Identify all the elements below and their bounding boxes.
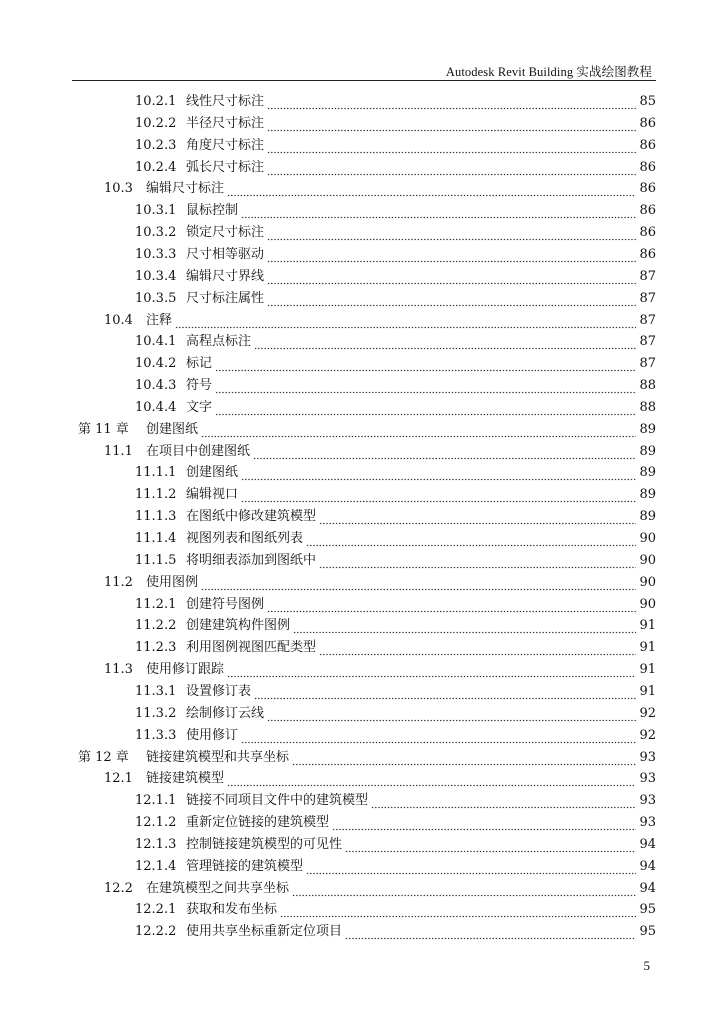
dot-leader xyxy=(345,837,636,853)
toc-entry-page: 89 xyxy=(639,465,656,481)
toc-entry[interactable] xyxy=(135,593,656,613)
toc-entry-number: 10.2.2 xyxy=(135,115,177,131)
toc-entry-title: 编辑尺寸标注 xyxy=(146,181,225,197)
toc-entry-title: 在建筑模型之间共享坐标 xyxy=(146,880,290,896)
dot-leader xyxy=(267,706,636,722)
toc-entry-page: 91 xyxy=(639,618,656,634)
toc-entry[interactable] xyxy=(135,156,656,176)
toc-entry[interactable] xyxy=(135,680,656,700)
dot-leader xyxy=(201,575,636,591)
dot-leader xyxy=(292,750,636,766)
toc-entry-title: 获取和发布坐标 xyxy=(186,902,278,918)
toc-entry-page: 89 xyxy=(639,421,656,437)
dot-leader xyxy=(267,291,636,307)
toc-entry[interactable] xyxy=(135,287,656,307)
toc-entry-number: 11.3.1 xyxy=(135,683,177,699)
toc-entry-number: 10.2.3 xyxy=(135,137,177,153)
toc-entry-page: 93 xyxy=(639,793,656,809)
dot-leader xyxy=(280,902,636,918)
toc-entry-page: 87 xyxy=(639,356,656,372)
dot-leader xyxy=(241,728,636,744)
toc-entry-page: 86 xyxy=(639,181,656,197)
toc-entry[interactable] xyxy=(135,330,656,350)
toc-entry[interactable] xyxy=(104,309,656,329)
toc-entry-title: 线性尺寸标注 xyxy=(186,94,265,109)
toc-entry-title: 在图纸中修改建筑模型 xyxy=(186,509,317,525)
toc-entry[interactable] xyxy=(135,396,656,416)
toc-entry-number: 第 11 章 xyxy=(78,421,129,437)
toc-entry-page: 88 xyxy=(639,378,656,394)
toc-entry-title: 高程点标注 xyxy=(186,334,252,350)
toc-entry[interactable] xyxy=(135,243,656,263)
toc-entry-title: 使用共享坐标重新定位项目 xyxy=(186,924,343,940)
toc-entry-page: 85 xyxy=(639,94,656,109)
dot-leader xyxy=(267,160,636,176)
toc-entry[interactable] xyxy=(135,527,656,547)
toc-entry-page: 94 xyxy=(639,858,656,874)
dot-leader xyxy=(371,793,636,809)
toc-entry[interactable] xyxy=(104,440,656,460)
toc-entry[interactable] xyxy=(135,374,656,394)
toc-entry-title: 使用修订 xyxy=(186,727,239,743)
dot-leader xyxy=(267,138,636,154)
toc-entry-number: 12.1.2 xyxy=(135,815,177,831)
toc-entry[interactable] xyxy=(135,483,656,503)
toc-entry-title: 创建图纸 xyxy=(186,465,239,481)
toc-entry-page: 93 xyxy=(639,815,656,831)
toc-entry[interactable] xyxy=(135,352,656,372)
toc-entry-title: 编辑视口 xyxy=(186,487,239,503)
dot-leader xyxy=(227,662,636,678)
toc-entry-title: 管理链接的建筑模型 xyxy=(186,858,304,874)
toc-entry-title: 绘制修订云线 xyxy=(186,705,265,721)
toc-entry[interactable] xyxy=(104,177,656,197)
dot-leader xyxy=(267,597,636,613)
toc-entry-number: 10.3 xyxy=(104,181,133,197)
toc-entry[interactable] xyxy=(135,724,656,744)
toc-entry-page: 93 xyxy=(639,749,656,765)
toc-entry-number: 10.4 xyxy=(104,312,133,328)
toc-entry-title: 符号 xyxy=(186,378,213,394)
toc-entry-number: 12.1.4 xyxy=(135,858,177,874)
dot-leader xyxy=(332,815,636,831)
toc-entry-number: 12.1.1 xyxy=(135,793,177,809)
dot-leader xyxy=(241,465,636,481)
toc-entry-page: 87 xyxy=(639,312,656,328)
toc-entry-number: 10.2.4 xyxy=(135,159,177,175)
toc-entry-title: 文字 xyxy=(186,399,213,415)
dot-leader xyxy=(267,269,636,285)
dot-leader xyxy=(175,313,636,329)
dot-leader xyxy=(267,94,636,110)
toc-entry-page: 93 xyxy=(639,771,656,787)
dot-leader xyxy=(201,422,636,438)
toc-entry-number: 10.3.2 xyxy=(135,225,177,241)
toc-entry-page: 90 xyxy=(639,531,656,546)
toc-entry-number: 12.1.3 xyxy=(135,836,177,852)
toc-entry[interactable] xyxy=(104,571,656,591)
toc-entry-number: 11.3 xyxy=(104,662,133,678)
toc-entry-number: 10.4.4 xyxy=(135,399,177,415)
page-number: 5 xyxy=(643,958,650,973)
toc-entry-title: 使用图例 xyxy=(146,574,199,590)
toc-entry-number: 10.3.3 xyxy=(135,246,177,262)
toc-entry-page: 89 xyxy=(639,487,656,503)
toc-entry-title: 鼠标控制 xyxy=(186,203,239,219)
toc-entry-page: 89 xyxy=(639,443,656,459)
toc-entry-number: 10.4.1 xyxy=(135,334,177,350)
toc-entry-number: 10.3.4 xyxy=(135,268,177,284)
toc-entry[interactable] xyxy=(135,265,656,285)
toc-entry-number: 10.4.3 xyxy=(135,378,177,394)
toc-entry-page: 86 xyxy=(639,137,656,153)
toc-entry-title: 链接不同项目文件中的建筑模型 xyxy=(186,793,369,809)
toc-entry-number: 11.1.5 xyxy=(135,552,177,568)
toc-entry-number: 10.4.2 xyxy=(135,356,177,372)
dot-leader xyxy=(267,116,636,132)
toc-entry[interactable] xyxy=(104,658,656,678)
toc-entry-page: 87 xyxy=(639,268,656,284)
toc-entry-title: 创建建筑构件图例 xyxy=(186,618,291,634)
toc-entry[interactable] xyxy=(104,767,656,787)
toc-entry[interactable] xyxy=(135,221,656,241)
toc-entry[interactable] xyxy=(78,746,656,766)
dot-leader xyxy=(215,356,636,372)
toc-entry[interactable] xyxy=(135,614,656,634)
toc-entry-title: 角度尺寸标注 xyxy=(186,137,265,153)
toc-entry-page: 91 xyxy=(639,662,656,678)
toc-entry[interactable] xyxy=(135,702,656,722)
toc-entry-page: 92 xyxy=(639,705,656,721)
header-title: Autodesk Revit Building 实战绘图教程 xyxy=(445,65,652,79)
dot-leader xyxy=(227,771,636,787)
toc-entry-number: 12.1 xyxy=(104,771,133,787)
toc-entry-page: 95 xyxy=(639,924,656,940)
toc-entry-title: 半径尺寸标注 xyxy=(186,115,265,131)
toc-entry[interactable] xyxy=(135,898,656,918)
toc-entry-title: 注释 xyxy=(146,312,173,328)
toc-entry-title: 链接建筑模型和共享坐标 xyxy=(146,749,290,765)
dot-leader xyxy=(267,247,636,263)
toc-entry-page: 94 xyxy=(639,836,656,852)
toc-entry-title: 弧长尺寸标注 xyxy=(186,159,265,175)
dot-leader xyxy=(306,531,636,547)
toc-entry[interactable] xyxy=(135,505,656,525)
toc-entry-number: 第 12 章 xyxy=(78,749,129,765)
toc-entry-number: 11.1.1 xyxy=(135,465,177,481)
toc-entry-number: 11.2.2 xyxy=(135,618,177,634)
dot-leader xyxy=(319,553,636,569)
toc-entry[interactable] xyxy=(135,549,656,569)
toc-entry-page: 88 xyxy=(639,399,656,415)
toc-entry-title: 利用图例视图匹配类型 xyxy=(186,640,317,656)
toc-entry-number: 11.3.3 xyxy=(135,727,177,743)
toc-entry-page: 87 xyxy=(639,334,656,350)
toc-entry-page: 86 xyxy=(639,246,656,262)
toc-entry[interactable] xyxy=(135,811,656,831)
toc-entry-page: 86 xyxy=(639,225,656,241)
toc-entry[interactable] xyxy=(135,134,656,154)
toc-entry-number: 11.1.4 xyxy=(135,531,177,546)
toc-entry-number: 12.2.2 xyxy=(135,924,177,940)
toc-entry-page: 90 xyxy=(639,596,656,612)
toc-entry-title: 在项目中创建图纸 xyxy=(146,443,251,459)
toc-entry[interactable] xyxy=(135,112,656,132)
toc-entry-page: 91 xyxy=(639,640,656,656)
toc-entry-number: 10.2.1 xyxy=(135,94,177,109)
toc-entry-number: 11.2.1 xyxy=(135,596,177,612)
toc-entry[interactable] xyxy=(135,199,656,219)
toc-entry-number: 10.3.1 xyxy=(135,203,177,219)
toc-entry-title: 重新定位链接的建筑模型 xyxy=(186,815,330,831)
toc-entry-page: 91 xyxy=(639,683,656,699)
toc-entry-title: 标记 xyxy=(186,356,213,372)
toc-entry-page: 95 xyxy=(639,902,656,918)
dot-leader xyxy=(254,684,636,700)
toc-entry[interactable] xyxy=(135,90,656,110)
toc-entry-title: 锁定尺寸标注 xyxy=(186,225,265,241)
toc-entry-number: 11.2.3 xyxy=(135,640,177,656)
toc-entry-title: 视图列表和图纸列表 xyxy=(186,531,304,546)
running-header xyxy=(72,60,656,81)
toc-entry-page: 86 xyxy=(639,115,656,131)
dot-leader xyxy=(254,334,636,350)
toc-entry-number: 10.3.5 xyxy=(135,290,177,306)
toc-entry-title: 编辑尺寸界线 xyxy=(186,268,265,284)
toc-entry[interactable] xyxy=(135,920,656,940)
toc-entry-page: 92 xyxy=(639,727,656,743)
dot-leader xyxy=(267,225,636,241)
toc-entry-number: 12.2.1 xyxy=(135,902,177,918)
toc-entry[interactable] xyxy=(135,833,656,853)
toc-entry-number: 11.1 xyxy=(104,443,133,459)
toc-entry[interactable] xyxy=(135,789,656,809)
dot-leader xyxy=(292,881,636,897)
toc-entry-title: 创建图纸 xyxy=(146,421,199,437)
dot-leader xyxy=(253,444,636,460)
toc-entry-page: 90 xyxy=(639,574,656,590)
toc-entry[interactable] xyxy=(135,636,656,656)
toc-entry-page: 94 xyxy=(639,880,656,896)
toc-entry-title: 使用修订跟踪 xyxy=(146,662,225,678)
dot-leader xyxy=(241,487,636,503)
toc-entry[interactable] xyxy=(135,855,656,875)
toc-entry-number: 11.3.2 xyxy=(135,705,177,721)
toc-entry[interactable] xyxy=(104,877,656,897)
dot-leader xyxy=(215,378,636,394)
dot-leader xyxy=(241,203,636,219)
dot-leader xyxy=(319,509,636,525)
toc-entry-page: 90 xyxy=(639,552,656,568)
toc-entry[interactable] xyxy=(78,418,656,438)
dot-leader xyxy=(306,859,636,875)
dot-leader xyxy=(227,181,636,197)
toc-entry-page: 87 xyxy=(639,290,656,306)
toc-entry-number: 11.1.3 xyxy=(135,509,177,525)
toc-entry-title: 链接建筑模型 xyxy=(146,771,225,787)
toc-entry-page: 89 xyxy=(639,509,656,525)
toc-entry-title: 控制链接建筑模型的可见性 xyxy=(186,836,343,852)
toc-entry-number: 11.2 xyxy=(104,574,133,590)
toc-entry-title: 尺寸标注属性 xyxy=(186,290,265,306)
dot-leader xyxy=(345,924,636,940)
toc-entry-title: 设置修订表 xyxy=(186,683,252,699)
toc-entry-title: 尺寸相等驱动 xyxy=(186,246,265,262)
toc-entry-number: 11.1.2 xyxy=(135,487,177,503)
toc-entry-title: 将明细表添加到图纸中 xyxy=(186,552,317,568)
dot-leader xyxy=(319,640,636,656)
toc-entry-title: 创建符号图例 xyxy=(186,596,265,612)
dot-leader xyxy=(215,400,636,416)
toc-entry-page: 86 xyxy=(639,203,656,219)
dot-leader xyxy=(293,618,636,634)
toc-entry-number: 12.2 xyxy=(104,880,133,896)
toc-entry[interactable] xyxy=(135,461,656,481)
toc-entry-page: 86 xyxy=(639,159,656,175)
